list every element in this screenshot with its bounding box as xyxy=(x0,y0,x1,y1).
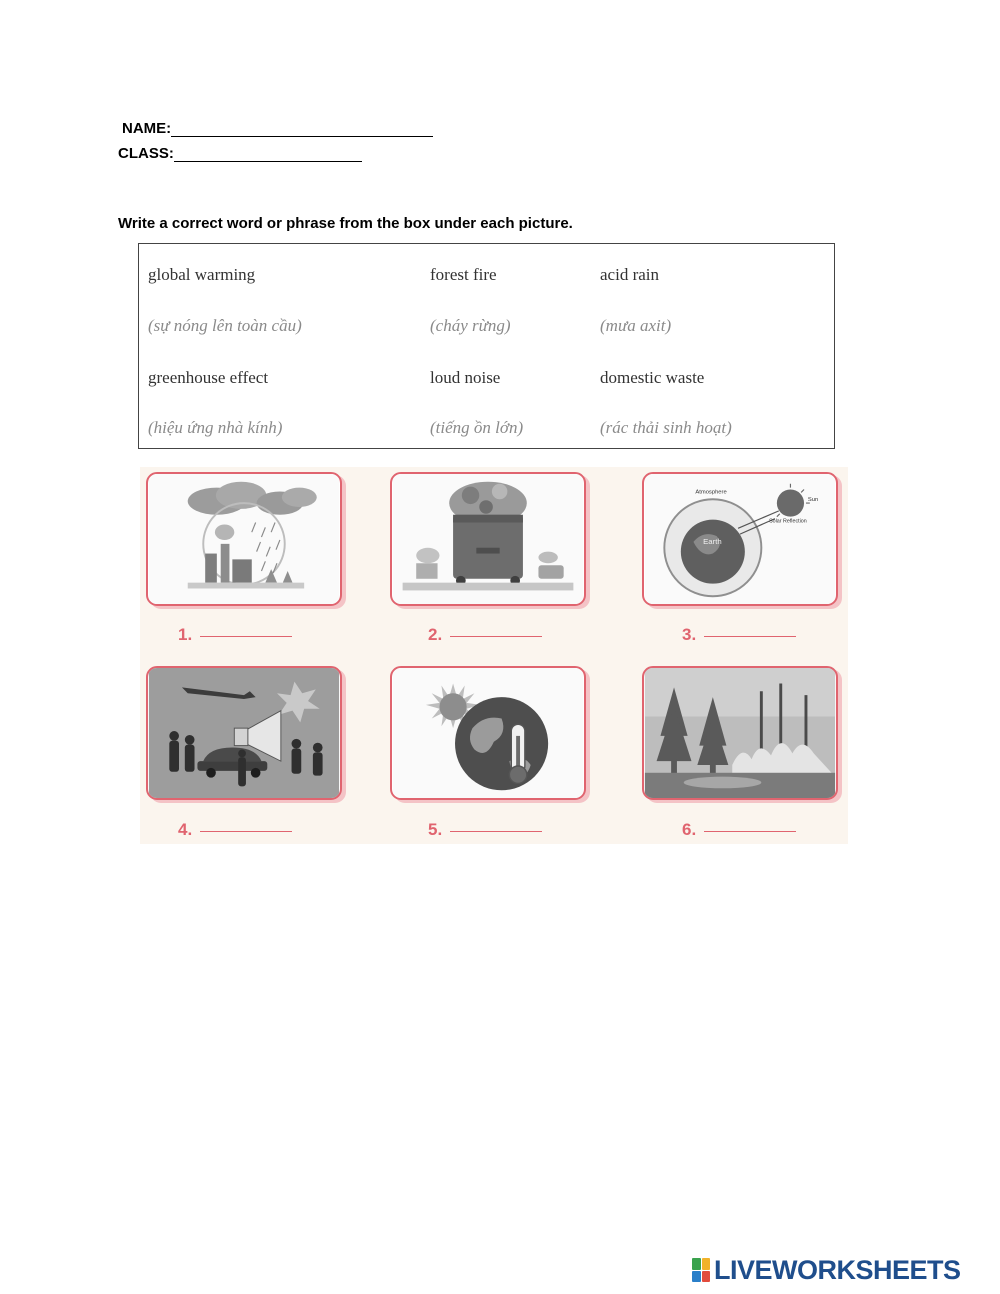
forest-fire-illustration xyxy=(644,668,836,798)
answer-blank-4[interactable] xyxy=(200,830,292,832)
solar-reflection-caption: Solar Reflection xyxy=(769,518,807,525)
picture-2-number: 2. xyxy=(428,625,443,644)
loud-noise-illustration xyxy=(148,668,340,798)
picture-global-warming xyxy=(390,666,586,800)
translation-global-warming: (sự nóng lên toàn cầu) xyxy=(148,316,302,335)
picture-4-number: 4. xyxy=(178,820,193,839)
picture-2-label xyxy=(428,625,542,645)
global-warming-illustration xyxy=(392,668,584,798)
picture-domestic-waste xyxy=(390,472,586,606)
picture-3-label xyxy=(682,625,796,645)
picture-1-label xyxy=(178,625,292,645)
answer-blank-3[interactable] xyxy=(704,635,796,637)
translation-loud-noise: (tiếng ồn lớn) xyxy=(430,418,524,437)
acid-rain-illustration xyxy=(148,474,340,604)
logo-text: LIVEWORKSHEETS xyxy=(714,1254,961,1285)
answer-blank-1[interactable] xyxy=(200,635,292,637)
picture-4-label xyxy=(178,820,292,840)
logo-mark-icon xyxy=(692,1258,710,1282)
word-loud-noise: loud noise xyxy=(430,368,501,387)
answer-blank-6[interactable] xyxy=(704,830,796,832)
picture-6-number: 6. xyxy=(682,820,697,839)
domestic-waste-illustration xyxy=(392,474,584,604)
picture-greenhouse-effect xyxy=(642,472,838,606)
picture-forest-fire xyxy=(642,666,838,800)
picture-6-label xyxy=(682,820,796,840)
picture-5-label xyxy=(428,820,542,840)
picture-acid-rain xyxy=(146,472,342,606)
sun-caption: Sun xyxy=(807,497,819,504)
word-forest-fire: forest fire xyxy=(430,265,497,284)
picture-5-number: 5. xyxy=(428,820,443,839)
instruction-text: Write a correct word or phrase from the box under each picture. xyxy=(118,215,573,232)
picture-1-number: 1. xyxy=(178,625,193,644)
picture-3-number: 3. xyxy=(682,625,697,644)
answer-blank-2[interactable] xyxy=(450,635,542,637)
name-input-line[interactable] xyxy=(171,120,433,137)
answer-blank-5[interactable] xyxy=(450,830,542,832)
name-field[interactable] xyxy=(122,120,433,137)
class-input-line[interactable] xyxy=(174,145,362,162)
name-label: NAME: xyxy=(122,120,172,137)
class-label: CLASS: xyxy=(118,145,174,162)
translation-greenhouse-effect: (hiệu ứng nhà kính) xyxy=(148,418,283,437)
word-domestic-waste: domestic waste xyxy=(600,368,705,387)
atmosphere-caption: Atmosphere xyxy=(695,489,727,496)
word-greenhouse-effect: greenhouse effect xyxy=(148,368,269,387)
translation-acid-rain: (mưa axit) xyxy=(600,316,672,335)
translation-domestic-waste: (rác thải sinh hoạt) xyxy=(600,418,732,437)
word-global-warming: global warming xyxy=(148,265,256,284)
class-field[interactable] xyxy=(118,145,362,162)
earth-caption: Earth xyxy=(703,536,722,546)
word-box xyxy=(138,243,835,449)
greenhouse-effect-illustration xyxy=(644,474,836,604)
word-acid-rain: acid rain xyxy=(600,265,659,284)
liveworksheets-logo xyxy=(692,1255,961,1285)
picture-loud-noise xyxy=(146,666,342,800)
picture-panel xyxy=(140,467,848,844)
translation-forest-fire: (cháy rừng) xyxy=(430,316,511,335)
